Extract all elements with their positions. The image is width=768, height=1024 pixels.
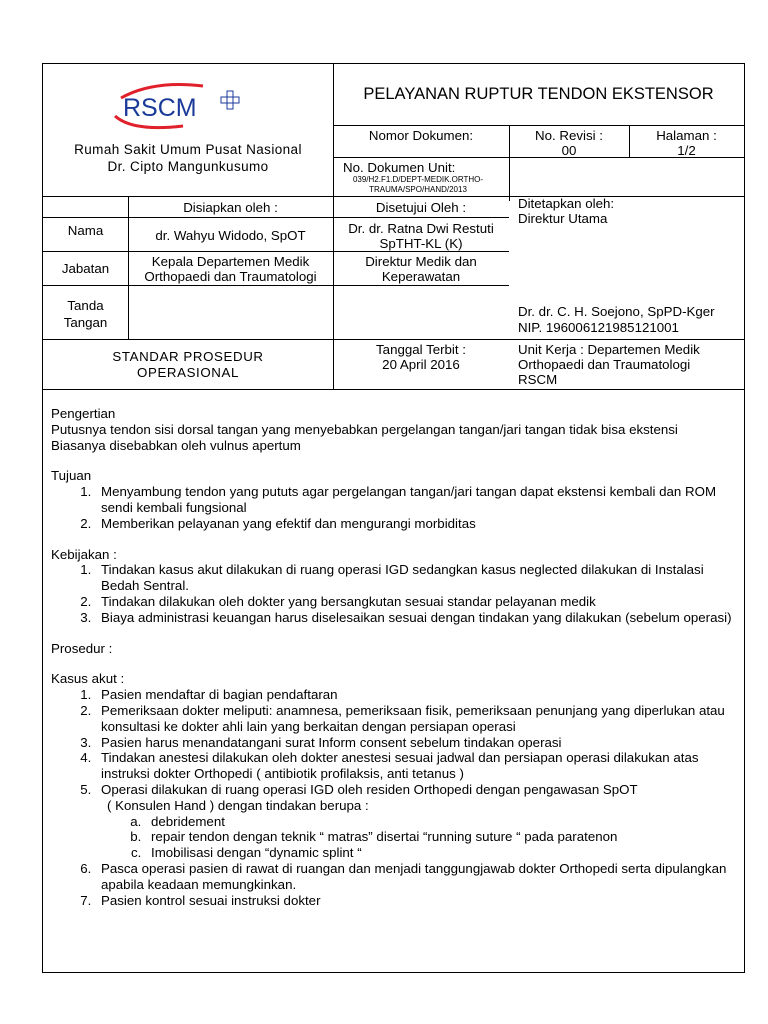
sub-list-item: b. repair tendon dengan teknik “ matras” disertai “running suture “ pada paratenon: [145, 829, 741, 845]
rscm-logo-mark: [113, 78, 253, 132]
ditetapkan-signatory: Dr. dr. C. H. Soejono, SpPD-Kger NIP. 196006121985121001: [518, 304, 715, 335]
sub-list-item: c. Imobilisasi dengan “dynamic splint “: [145, 845, 741, 861]
prosedur-heading: Prosedur :: [51, 640, 113, 656]
section-prosedur: [51, 641, 741, 657]
document-header: [43, 64, 744, 391]
section-kebijakan: [51, 547, 741, 626]
list-item: 1. Tindakan kasus akut dilakukan di ruang operasi IGD sedangkan kasus neglected dilakukan di Instalasi Bedah Sentral.: [95, 562, 741, 594]
unit-kerja: Unit Kerja : Departemen Medik Orthopaedi dan Traumatologi RSCM: [518, 342, 700, 387]
jabatan-label: Jabatan: [61, 261, 110, 276]
list-item: 6. Pasca operasi pasien di rawat di ruangan dan menjadi tanggungjawab dokter Orthopedi serta dipulangkan apabila keadaan memungkinkan.: [95, 861, 741, 893]
rscm-logo: [113, 78, 253, 132]
nama-disiapkan: dr. Wahyu Widodo, SpOT: [155, 228, 306, 243]
list-item: 1. Pasien mendaftar di bagian pendaftaran: [95, 687, 741, 703]
list-item: 2. Tindakan dilakukan oleh dokter yang bersangkutan sesuai standar pelayanan medik: [95, 594, 741, 610]
logo-cross-icon: [227, 91, 233, 97]
section-tujuan: [51, 468, 741, 531]
jabatan-disetujui: Direktur Medik dan Keperawatan: [365, 254, 477, 284]
jabatan-disiapkan: Kepala Departemen Medik Orthopaedi dan Traumatologi: [144, 254, 317, 284]
document-title: PELAYANAN RUPTUR TENDON EKSTENSOR: [363, 85, 714, 103]
sop-label: STANDAR PROSEDUR OPERASIONAL: [112, 349, 264, 380]
tindakan-sublist: [101, 814, 741, 861]
document-body: [51, 406, 741, 908]
pengertian-heading: Pengertian: [51, 406, 116, 421]
pengertian-text-2: Biasanya disebabkan oleh vulnus apertum: [51, 437, 301, 453]
tanda-tangan-label: Tanda Tangan: [63, 298, 108, 330]
sub-list-item: a. debridement: [145, 814, 741, 830]
nama-label: Nama: [67, 223, 104, 238]
disiapkan-label: Disiapkan oleh :: [183, 200, 278, 215]
list-item: 5. Operasi dilakukan di ruang operasi IGD oleh residen Orthopedi dengan pengawasan SpOT ( Konsulen Hand ) dengan tindakan berupa : a. debridement b. repair tendon dengan teknik “ matras” disertai “running suture “ pada paratenon c. Imobilisasi dengan “dynamic splint “: [95, 782, 741, 861]
section-pengertian: [51, 406, 741, 453]
list-item: 2. Pemeriksaan dokter meliputi: anamnesa, pemeriksaan fisik, pemeriksaan penunjang yang diperlukan atau konsultasi ke dokter ahli lain yang berkaitan dengan persiapan operasi: [95, 703, 741, 735]
tujuan-heading: Tujuan: [51, 468, 92, 484]
kasus-akut-list: [51, 687, 741, 908]
no-dokumen-unit: No. Dokumen Unit: 039/H2.F1.D/DEPT-MEDIK.ORTHO- TRAUMA/SPO/HAND/2013: [343, 160, 484, 194]
list-item: 3. Biaya administrasi keuangan harus diselesaikan sesuai dengan tindakan yang dilakukan (sebelum operasi): [95, 610, 741, 626]
kasus-akut-heading: Kasus akut :: [51, 671, 125, 687]
logo-text: RSCM: [123, 94, 197, 122]
nama-disetujui: Dr. dr. Ratna Dwi Restuti SpTHT-KL (K): [348, 221, 494, 251]
no-revisi: No. Revisi : 00: [535, 128, 603, 158]
list-item: 7. Pasien kontrol sesuai instruksi dokter: [95, 893, 741, 909]
tujuan-list: [51, 484, 741, 531]
disetujui-label: Disetujui Oleh :: [375, 200, 467, 215]
hospital-name: Rumah Sakit Umum Pusat Nasional Dr. Cipto Mangunkusumo: [74, 142, 302, 174]
tanggal-terbit: Tanggal Terbit : 20 April 2016: [376, 342, 466, 372]
list-item: 4. Tindakan anestesi dilakukan oleh dokter anestesi sesuai jadwal dan persiapan operasi dilakukan atas instruksi dokter Orthopedi ( antibiotik profilaksis, anti tetanus ): [95, 750, 741, 782]
list-item: 1. Menyambung tendon yang pututs agar pergelangan tangan/jari tangan dapat ekstensi kembali dan ROM sendi kembali fungsional: [95, 484, 741, 516]
list-item: 3. Pasien harus menandatangani surat Inform consent sebelum tindakan operasi: [95, 735, 741, 751]
section-kasus-akut: [51, 671, 741, 908]
nomor-dokumen-label: Nomor Dokumen:: [368, 128, 474, 143]
kebijakan-heading: Kebijakan :: [51, 546, 117, 562]
pengertian-text-1: Putusnya tendon sisi dorsal tangan yang menyebabkan pergelangan tangan/jari tangan tidak bisa ekstensi: [51, 421, 678, 437]
kebijakan-list: [51, 562, 741, 625]
list-item: 2. Memberikan pelayanan yang efektif dan mengurangi morbiditas: [95, 516, 741, 532]
halaman: Halaman : 1/2: [656, 128, 717, 158]
document-page: [42, 63, 745, 973]
ditetapkan-oleh: Ditetapkan oleh: Direktur Utama: [518, 196, 615, 226]
